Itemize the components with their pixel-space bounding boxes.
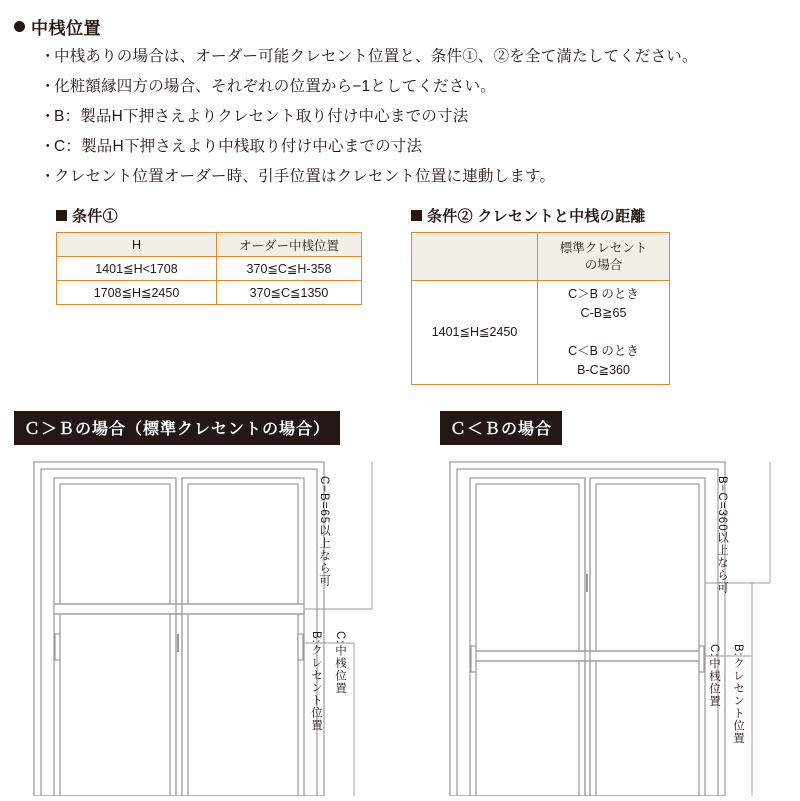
table-header-row [57,233,362,257]
list-item [40,102,780,132]
table-cell [538,281,670,385]
bullet-mark: ・ [40,138,56,155]
bullet-list [40,42,780,192]
column-header-empty [412,233,538,281]
page-title-text: 中桟位置 [31,19,101,38]
condition1-table [56,232,362,305]
square-bullet-icon [411,210,422,221]
dimension-label-crescent: B:クレセント位置 [310,631,322,732]
filled-circle-icon [14,21,25,32]
figure-right-caption: Ｃ＜Ｂの場合 [440,411,562,445]
bullet-mark: ・ [40,108,56,125]
column-header-line2: の場合 [584,257,623,272]
list-item [40,72,780,102]
column-header [538,233,670,281]
list-item [40,42,780,72]
cell-line: C-B≧65 [580,306,627,320]
square-bullet-icon [56,210,67,221]
table-row [57,257,362,281]
column-header: H [57,233,217,257]
condition1-heading [56,205,362,226]
cell-spacer [538,323,669,342]
condition2-table [411,232,670,385]
table-cell: 370≦C≦H-358 [217,257,362,281]
cell-line: C＞B のとき [568,287,639,301]
page-title [14,14,101,39]
dimension-label-crescent: B:クレセント位置 [732,644,744,745]
row-label: 1401≦H≦2450 [412,281,538,385]
table-cell: 1708≦H≦2450 [57,281,217,305]
cell-line: B-C≧360 [577,363,630,377]
cell-line: C＜B のとき [568,344,639,358]
list-item-text: B：製品H下押さえよりクレセント取り付け中心までの寸法 [54,108,469,125]
table-cell: 370≦C≦1350 [217,281,362,305]
column-header: オーダー中桟位置 [217,233,362,257]
list-item-text: C：製品H下押さえより中桟取り付け中心までの寸法 [54,138,423,155]
condition2-block [411,205,670,385]
bullet-mark: ・ [40,78,56,95]
column-header-line1: 標準クレセント [559,240,648,255]
list-item-text: 中桟ありの場合は、オーダー可能クレセント位置と、条件①、②を全て満たしてください。 [54,48,698,65]
condition1-block [56,205,362,305]
list-item-text: 化粧額縁四方の場合、それぞれの位置から−1としてください。 [54,78,496,95]
list-item-text: クレセント位置オーダー時、引手位置はクレセント位置に連動します。 [54,168,556,185]
bullet-mark: ・ [40,48,56,65]
condition2-heading [411,205,670,226]
list-item [40,132,780,162]
table-cell: 1401≦H<1708 [57,257,217,281]
figure-left [14,446,414,796]
figure-left-caption: Ｃ＞Ｂの場合（標準クレセントの場合） [14,411,340,445]
dimension-label-muntin: C:中桟位置 [708,644,720,708]
bullet-mark: ・ [40,168,56,185]
figure-left-drawing [14,446,414,796]
table-row [412,281,670,385]
dimension-label-outer: C−B=65以上なら可 [318,476,330,587]
condition2-heading-text: 条件② クレセントと中桟の距離 [427,208,646,225]
table-row [57,281,362,305]
table-header-row [412,233,670,281]
dimension-label-muntin: C:中桟位置 [334,631,346,695]
condition1-heading-text: 条件① [72,208,118,225]
figure-right [440,446,790,796]
list-item [40,162,780,192]
dimension-label-outer: B−C=360以上なら可 [716,476,728,595]
